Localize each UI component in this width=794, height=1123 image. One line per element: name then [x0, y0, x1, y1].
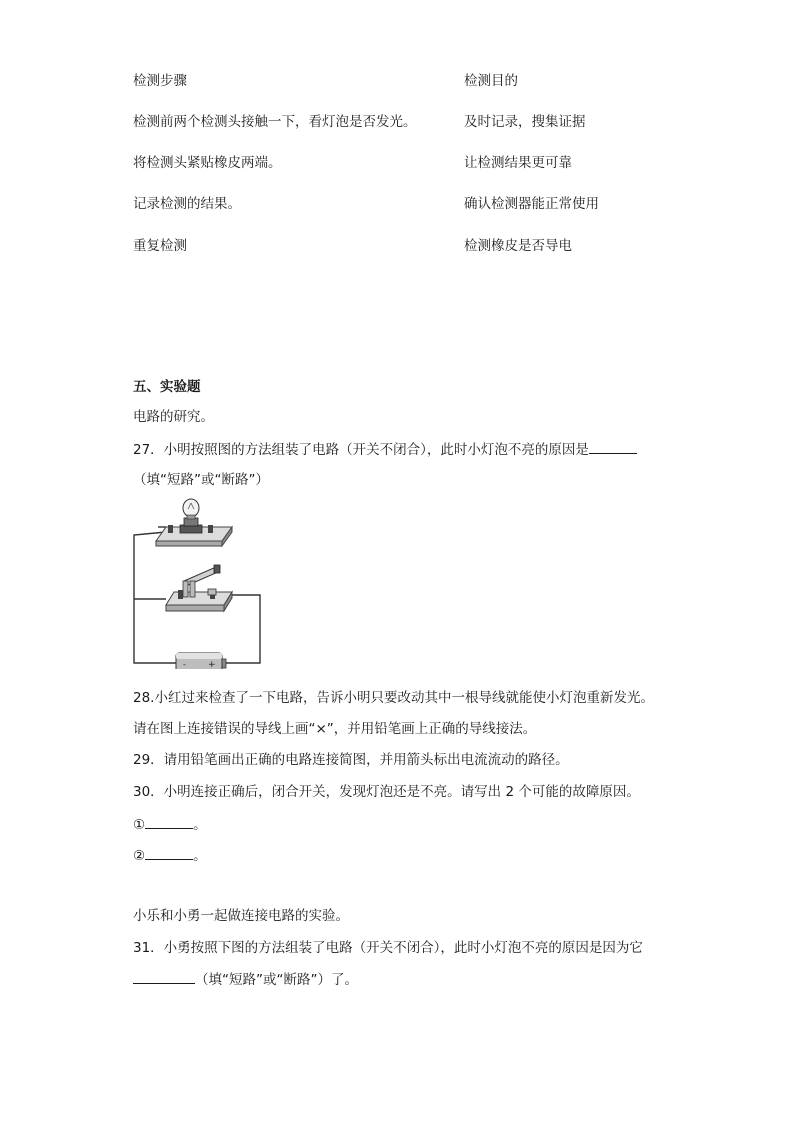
table-step-4: 重复检测 — [133, 238, 187, 254]
answer-marker-1: ① — [133, 817, 146, 833]
question-30: 30．小明连接正确后，闭合开关，发现灯泡还是不亮。请写出 2 个可能的故障原因。 — [133, 784, 640, 800]
table-step-1: 检测前两个检测头接触一下，看灯泡是否发光。 — [133, 114, 417, 130]
question-27-text: 27．小明按照图的方法组装了电路（开关不闭合），此时小灯泡不亮的原因是 — [133, 442, 589, 458]
answer-blank-27[interactable] — [589, 440, 637, 454]
battery-icon — [176, 653, 226, 669]
light-bulb-icon — [183, 499, 199, 519]
intro-circuit-study: 电路的研究。 — [133, 409, 214, 425]
question-28-line-1: 28.小红过来检查了一下电路，告诉小明只要改动其中一根导线就能使小灯泡重新发光。 — [133, 690, 654, 706]
table-header-purpose: 检测目的 — [464, 73, 518, 89]
table-purpose-1: 及时记录，搜集证据 — [464, 114, 586, 130]
question-29: 29．请用铅笔画出正确的电路连接简图，并用箭头标出电流流动的路径。 — [133, 752, 569, 768]
table-step-3: 记录检测的结果。 — [133, 196, 241, 212]
answer-blank-31[interactable] — [133, 970, 195, 984]
question-31-hint: （填“短路”或“断路”）了。 — [195, 972, 358, 988]
answer-marker-2: ② — [133, 848, 146, 864]
question-31-line-2 — [133, 970, 358, 989]
answer-blank-30-1[interactable] — [145, 815, 193, 829]
answer-end-2: 。 — [193, 848, 207, 864]
battery-plus-label: + — [208, 660, 216, 669]
question-27-hint: （填“短路”或“断路”） — [133, 472, 269, 488]
intro-experiment: 小乐和小勇一起做连接电路的实验。 — [133, 908, 349, 924]
table-purpose-3: 确认检测器能正常使用 — [464, 196, 599, 212]
circuit-diagram — [128, 497, 268, 669]
switch-board — [166, 590, 232, 611]
answer-end-1: 。 — [193, 817, 207, 833]
battery-minus-label: - — [183, 660, 186, 669]
table-header-steps: 检测步骤 — [133, 73, 187, 89]
question-28-line-2: 请在图上连接错误的导线上画“×”，并用铅笔画上正确的导线接法。 — [133, 721, 537, 737]
answer-line-2 — [133, 846, 207, 865]
question-31-line-1: 31．小勇按照下图的方法组装了电路（开关不闭合），此时小灯泡不亮的原因是因为它 — [133, 940, 643, 956]
bulb-holder — [156, 518, 232, 546]
answer-blank-30-2[interactable] — [145, 846, 193, 860]
question-27 — [133, 440, 637, 459]
answer-line-1 — [133, 815, 207, 834]
table-purpose-2: 让检测结果更可靠 — [464, 155, 572, 171]
table-step-2: 将检测头紧贴橡皮两端。 — [133, 155, 282, 171]
table-purpose-4: 检测橡皮是否导电 — [464, 238, 572, 254]
section-title: 五、实验题 — [133, 379, 201, 395]
